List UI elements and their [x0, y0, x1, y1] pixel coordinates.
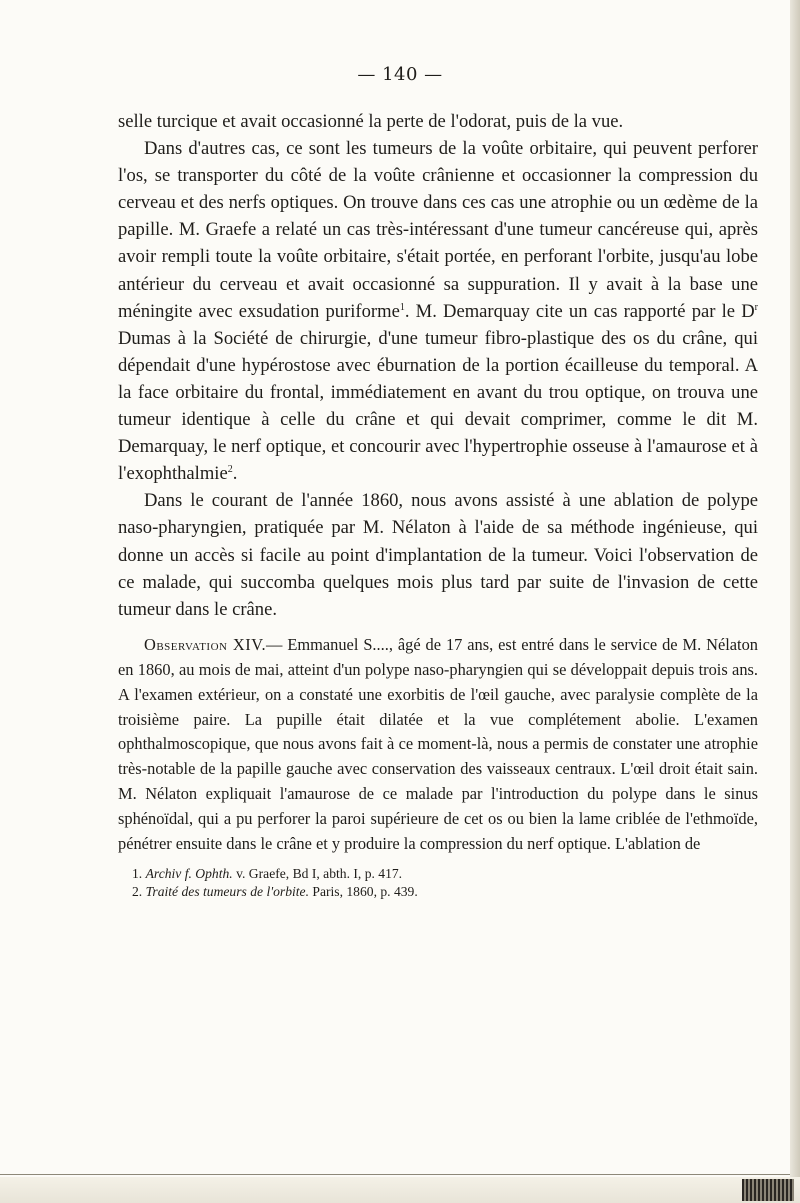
footnote-title: Archiv f. Ophth. — [145, 865, 233, 881]
footnote-number: 1. — [132, 865, 143, 881]
paragraph-orbital-tumours — [118, 135, 758, 487]
page-content — [118, 108, 758, 902]
footnote-details: v. Graefe, Bd I, abth. I, p. 417. — [232, 865, 403, 881]
paragraph-text: Dumas à la Société de chirurgie, d'une tumeur fibro-plastique des os du crâne, qui dépendait d'une hypérostose avec éburnation de la portion écailleuse du temporal. A la face orbitaire du frontal, immédiatement en avant du trou optique, on trouva une tumeur identique à celle du crâne et qui devait comprimer, comme le dit M. Demarquay, le nerf optique, et concourir avec l'hypertrophie osseuse à l'amaurose et à l'exophthalmie — [118, 327, 758, 485]
observation-paragraph — [118, 633, 758, 857]
footnote-ref: 2 — [227, 464, 233, 476]
observation-block — [118, 633, 758, 857]
scan-calibration-mark — [742, 1179, 794, 1201]
body-text — [118, 108, 758, 623]
page-number-header: — 140 — — [357, 64, 443, 85]
paragraph-text: . M. Demarquay cite un cas rapporté par le D — [404, 300, 755, 322]
footnote-title: Traité des tumeurs de l'orbite. — [145, 884, 309, 900]
paragraph-text: Dans d'autres cas, ce sont les tumeurs de la voûte orbitaire, qui peuvent perforer l'os, se transporter du côté de la voûte crânienne et occasionner la compression du cerveau et des nerfs optiques. On trouve dans ces cas une atrophie ou un œdème de la papille. M. Graefe a relaté un cas très-intéressant d'une tumeur cancéreuse qui, après avoir rempli toute la voûte orbitaire, s'était portée, en perforant l'orbite, jusqu'au lobe antérieur du cerveau et avait occasionné sa suppuration. Il y avait à la base une méningite avec exsudation puriforme — [118, 138, 758, 322]
page-edge — [790, 0, 800, 1203]
footnote — [118, 883, 758, 902]
footnote-details: Paris, 1860, p. 439. — [309, 884, 418, 900]
paragraph-text: . — [232, 463, 238, 485]
paragraph-polyp-ablation: Dans le courant de l'année 1860, nous avons assisté à une ablation de polype naso-pharyngien, pratiquée par M. Nélaton à l'aide de sa méthode ingénieuse, qui donne un accès si facile au point d'implantation de la tumeur. Voici l'observation de ce malade, qui succomba quelques mois plus tard par suite de l'invasion de cette tumeur dans le crâne. — [118, 490, 758, 620]
footnotes — [118, 865, 758, 902]
footnote-number: 2. — [132, 884, 143, 900]
doctor-abbrev-sup: r — [754, 301, 759, 313]
observation-label: Observation XIV. — [144, 634, 267, 654]
bottom-margin-strip — [0, 1177, 800, 1203]
paragraph-continuation: selle turcique et avait occasionné la perte de l'odorat, puis de la vue. — [118, 111, 624, 132]
footnote-ref: 1 — [399, 301, 405, 313]
observation-text: — Emmanuel S...., âgé de 17 ans, est entré dans le service de M. Nélaton en 1860, au mois de mai, atteint d'un polype naso-pharyngien qui se développait depuis trois ans. A l'examen extérieur, on a constaté une exorbitis de l'œil gauche, avec paralysie complète de la troisième paire. La pupille était dilatée et la vue complétement abolie. L'examen ophthalmoscopique, que nous avons fait à ce moment-là, nous a permis de constater une atrophie très-notable de la papille gauche avec conservation des vaisseaux centraux. L'œil droit était sain. M. Nélaton expliquait l'amaurose de ce malade par l'introduction du polype dans le sinus sphénoïdal, qui a pu perforer la paroi supérieure de cet os ou bien la lame criblée de l'ethmoïde, pénétrer ensuite dans le crâne et y produire la compression du nerf optique. L'ablation de — [118, 634, 758, 854]
footnote — [118, 865, 758, 884]
bottom-rule — [0, 1174, 790, 1175]
